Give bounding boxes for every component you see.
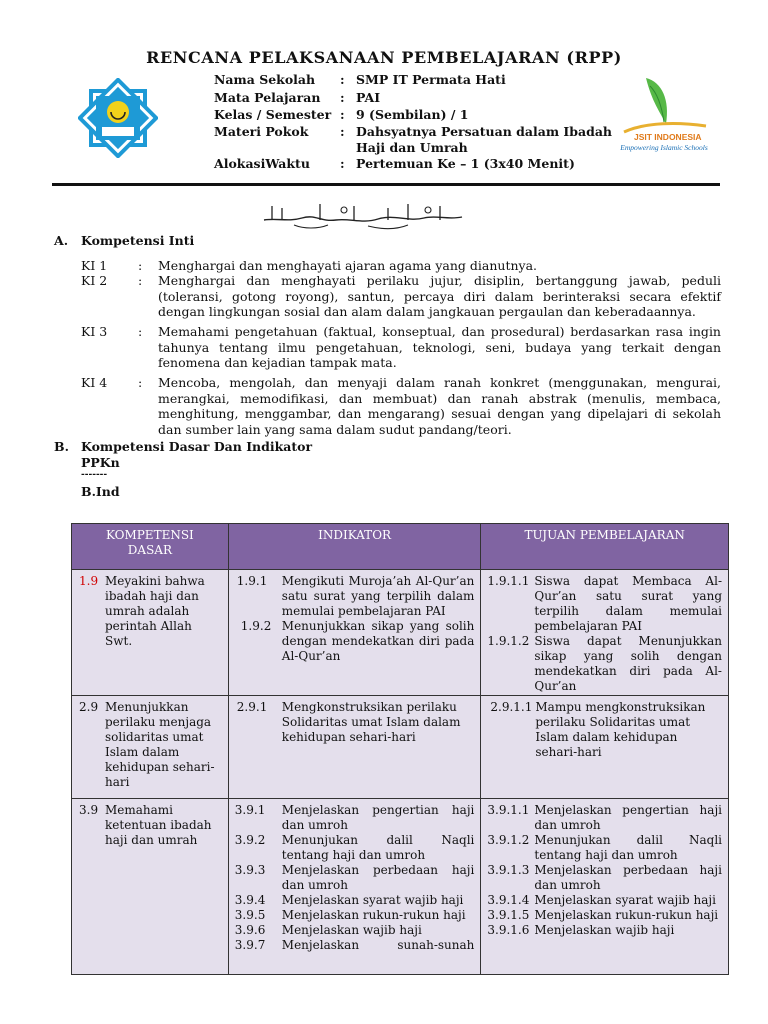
tujuan-cell: [481, 570, 729, 696]
ki-colon: :: [138, 324, 143, 339]
tujuan-item: [487, 923, 722, 938]
school-logo: [78, 78, 158, 158]
basmala-calligraphy: [258, 198, 468, 232]
section-a-title: Kompetensi Inti: [81, 233, 195, 248]
tujuan-number: 1.9.1.1: [487, 574, 530, 588]
header-label: KOMPETENSI DASAR: [105, 528, 194, 557]
info-value-continued: Haji dan Umrah: [356, 140, 468, 155]
indikator-number: 3.9.1: [234, 803, 266, 817]
info-value: PAI: [356, 90, 381, 105]
header-label: TUJUAN PEMBELAJARAN: [524, 528, 685, 542]
table-row: [72, 799, 729, 975]
kd-text: Meyakini bahwa ibadah haji dan umrah adalah perintah Allah Swt.: [105, 574, 205, 648]
tujuan-item: [487, 803, 722, 833]
tujuan-item: [487, 833, 722, 863]
tujuan-text: Menjelaskan perbedaan haji dan umroh: [534, 863, 722, 892]
indikator-text: Menjelaskan perbedaan haji dan umroh: [281, 863, 475, 892]
tujuan-number: 1.9.1.2: [487, 634, 530, 648]
ki-label: KI 2: [81, 273, 108, 288]
ki-label: KI 4: [81, 375, 108, 390]
kd-cell: [72, 570, 229, 696]
indikator-item: [235, 833, 475, 863]
section-b-letter: B.: [54, 439, 69, 454]
tujuan-item: [487, 634, 722, 694]
tujuan-text: Menjelaskan syarat wajib haji: [534, 893, 716, 907]
tujuan-item: [487, 863, 722, 893]
indikator-number: 3.9.7: [234, 938, 266, 952]
info-colon: :: [340, 124, 345, 139]
indikator-text: Menjelaskan sunah-sunah: [281, 938, 475, 952]
ki-text: Menghargai dan menghayati perilaku jujur, disiplin, bertanggung jawab, peduli (toleransi, gotong royong), santun, percaya diri dalam berinteraksi secara efektif dengan lingkungan sosial dan alam dalam jangkauan pergaulan dan keberadaannya.: [158, 273, 721, 319]
ki-colon: :: [138, 375, 143, 390]
info-colon: :: [340, 90, 345, 105]
subject-ppkn: PPKn: [81, 455, 120, 470]
info-label: AlokasiWaktu: [214, 156, 310, 171]
kd-number: 3.9: [79, 803, 99, 817]
kd-text: Memahami ketentuan ibadah haji dan umrah: [105, 803, 212, 847]
header-indikator: [228, 524, 481, 570]
info-value: Pertemuan Ke – 1 (3x40 Menit): [356, 156, 575, 171]
ki-colon: :: [138, 273, 143, 288]
tujuan-number: 3.9.1.2: [487, 833, 530, 847]
indikator-item: [237, 700, 475, 745]
indikator-item: [235, 923, 475, 938]
kd-item: [72, 696, 228, 790]
jsit-logo: [616, 72, 712, 158]
tujuan-text: Siswa dapat Menunjukkan sikap yang solih dengan mendekatkan diri pada Al-Qur’an: [534, 634, 722, 693]
tujuan-cell: [481, 696, 729, 799]
info-value: SMP IT Permata Hati: [356, 72, 506, 87]
indikator-number: 1.9.2: [240, 619, 272, 633]
info-colon: :: [340, 107, 345, 122]
tujuan-item: [487, 893, 722, 908]
subject-bind: B.Ind: [81, 484, 120, 499]
header-kompetensi-dasar: [72, 524, 229, 570]
table-row: [72, 696, 729, 799]
tujuan-number: 3.9.1.5: [487, 908, 530, 922]
competency-table: [71, 523, 729, 975]
info-value: Dahsyatnya Persatuan dalam Ibadah: [356, 124, 613, 139]
info-label: Materi Pokok: [214, 124, 309, 139]
tujuan-item: [487, 574, 722, 634]
indikator-text: Mengkonstruksikan perilaku Solidaritas umat Islam dalam kehidupan sehari-hari: [281, 700, 461, 744]
subject-placeholder: -------: [81, 470, 108, 480]
kd-cell: [72, 799, 229, 975]
indikator-number: 3.9.5: [234, 908, 266, 922]
kd-text: Menunjukkan perilaku menjaga solidaritas umat Islam dalam kehidupan sehari-hari: [105, 700, 215, 789]
jsit-tagline: Empowering Islamic Schools: [620, 143, 708, 152]
kd-number: 2.9: [79, 700, 99, 714]
info-label: Kelas / Semester: [214, 107, 332, 122]
indikator-cell: [228, 799, 481, 975]
tujuan-text: Mampu mengkonstruksikan perilaku Solidaritas umat Islam dalam kehidupan sehari-hari: [535, 700, 706, 759]
header-divider: [52, 183, 720, 186]
tujuan-text: Menunjukan dalil Naqli tentang haji dan umroh: [534, 833, 722, 862]
indikator-cell: [228, 570, 481, 696]
section-b-title: Kompetensi Dasar Dan Indikator: [81, 439, 313, 454]
tujuan-number: 3.9.1.1: [487, 803, 530, 817]
indikator-text: Mengikuti Muroja’ah Al-Qur’an satu surat yang terpilih dalam memulai pembelajaran PAI: [281, 574, 475, 618]
tujuan-number: 3.9.1.4: [487, 893, 530, 907]
header-label: INDIKATOR: [318, 528, 392, 542]
kd-number: 1.9: [79, 574, 99, 588]
section-a-letter: A.: [54, 233, 69, 248]
table-header-row: [72, 524, 729, 570]
tujuan-number: 3.9.1.3: [487, 863, 530, 877]
indikator-number: 3.9.3: [234, 863, 266, 877]
ki-label: KI 1: [81, 258, 108, 273]
tujuan-number: 2.9.1.1: [490, 700, 533, 714]
info-value: 9 (Sembilan) / 1: [356, 107, 469, 122]
info-colon: :: [340, 156, 345, 171]
indikator-item: [235, 908, 475, 923]
indikator-item: [235, 938, 475, 953]
indikator-number: 3.9.6: [234, 923, 266, 937]
kd-item: [72, 799, 228, 848]
header-tujuan: [481, 524, 729, 570]
indikator-text: Menjelaskan wajib haji: [281, 923, 422, 937]
tujuan-text: Menjelaskan rukun-rukun haji: [534, 908, 719, 922]
indikator-item: [235, 863, 475, 893]
ki-text: Menghargai dan menghayati ajaran agama yang dianutnya.: [158, 258, 538, 273]
kd-cell: [72, 696, 229, 799]
ki-text: Mencoba, mengolah, dan menyaji dalam ranah konkret (menggunakan, mengurai, merangkai, memodifikasi, dan membuat) dan ranah abstrak (menulis, membaca, menghitung, menggambar, dan mengarang) sesuai dengan yang dipelajari di sekolah dan sumber lain yang sama dalam sudut pandang/teori.: [158, 375, 721, 437]
tujuan-number: 3.9.1.6: [487, 923, 530, 937]
indikator-text: Menjelaskan pengertian haji dan umroh: [281, 803, 475, 832]
table-row: [72, 570, 729, 696]
indikator-number: 1.9.1: [236, 574, 268, 588]
tujuan-item: [487, 908, 722, 923]
ki-text: Memahami pengetahuan (faktual, konseptual, dan prosedural) berdasarkan rasa ingin tahunya tentang ilmu pengetahuan, teknologi, seni, budaya yang terkait dengan fenomena dan kejadian tampak mata.: [158, 324, 721, 370]
indikator-item: [237, 619, 475, 664]
indikator-cell: [228, 696, 481, 799]
jsit-brand-text: JSIT INDONESIA: [634, 132, 702, 142]
indikator-number: 3.9.2: [234, 833, 266, 847]
ki-label: KI 3: [81, 324, 108, 339]
indikator-text: Menunjukan dalil Naqli tentang haji dan umroh: [281, 833, 475, 862]
tujuan-text: Menjelaskan pengertian haji dan umroh: [534, 803, 722, 832]
tujuan-text: Siswa dapat Membaca Al-Qur’an satu surat yang terpilih dalam memulai pembelajaran PAI: [534, 574, 722, 633]
indikator-item: [235, 803, 475, 833]
indikator-item: [235, 893, 475, 908]
page-title: RENCANA PELAKSANAAN PEMBELAJARAN (RPP): [146, 48, 622, 67]
indikator-item: [237, 574, 475, 619]
tujuan-text: Menjelaskan wajib haji: [534, 923, 675, 937]
tujuan-item: [490, 700, 722, 760]
indikator-number: 2.9.1: [236, 700, 268, 714]
tujuan-cell: [481, 799, 729, 975]
info-label: Mata Pelajaran: [214, 90, 321, 105]
indikator-number: 3.9.4: [234, 893, 266, 907]
indikator-text: Menjelaskan rukun-rukun haji: [281, 908, 466, 922]
info-colon: :: [340, 72, 345, 87]
info-label: Nama Sekolah: [214, 72, 316, 87]
kd-item: [72, 570, 228, 649]
ki-colon: :: [138, 258, 143, 273]
indikator-text: Menunjukkan sikap yang solih dengan mendekatkan diri pada Al-Qur’an: [281, 619, 475, 663]
indikator-text: Menjelaskan syarat wajib haji: [281, 893, 464, 907]
